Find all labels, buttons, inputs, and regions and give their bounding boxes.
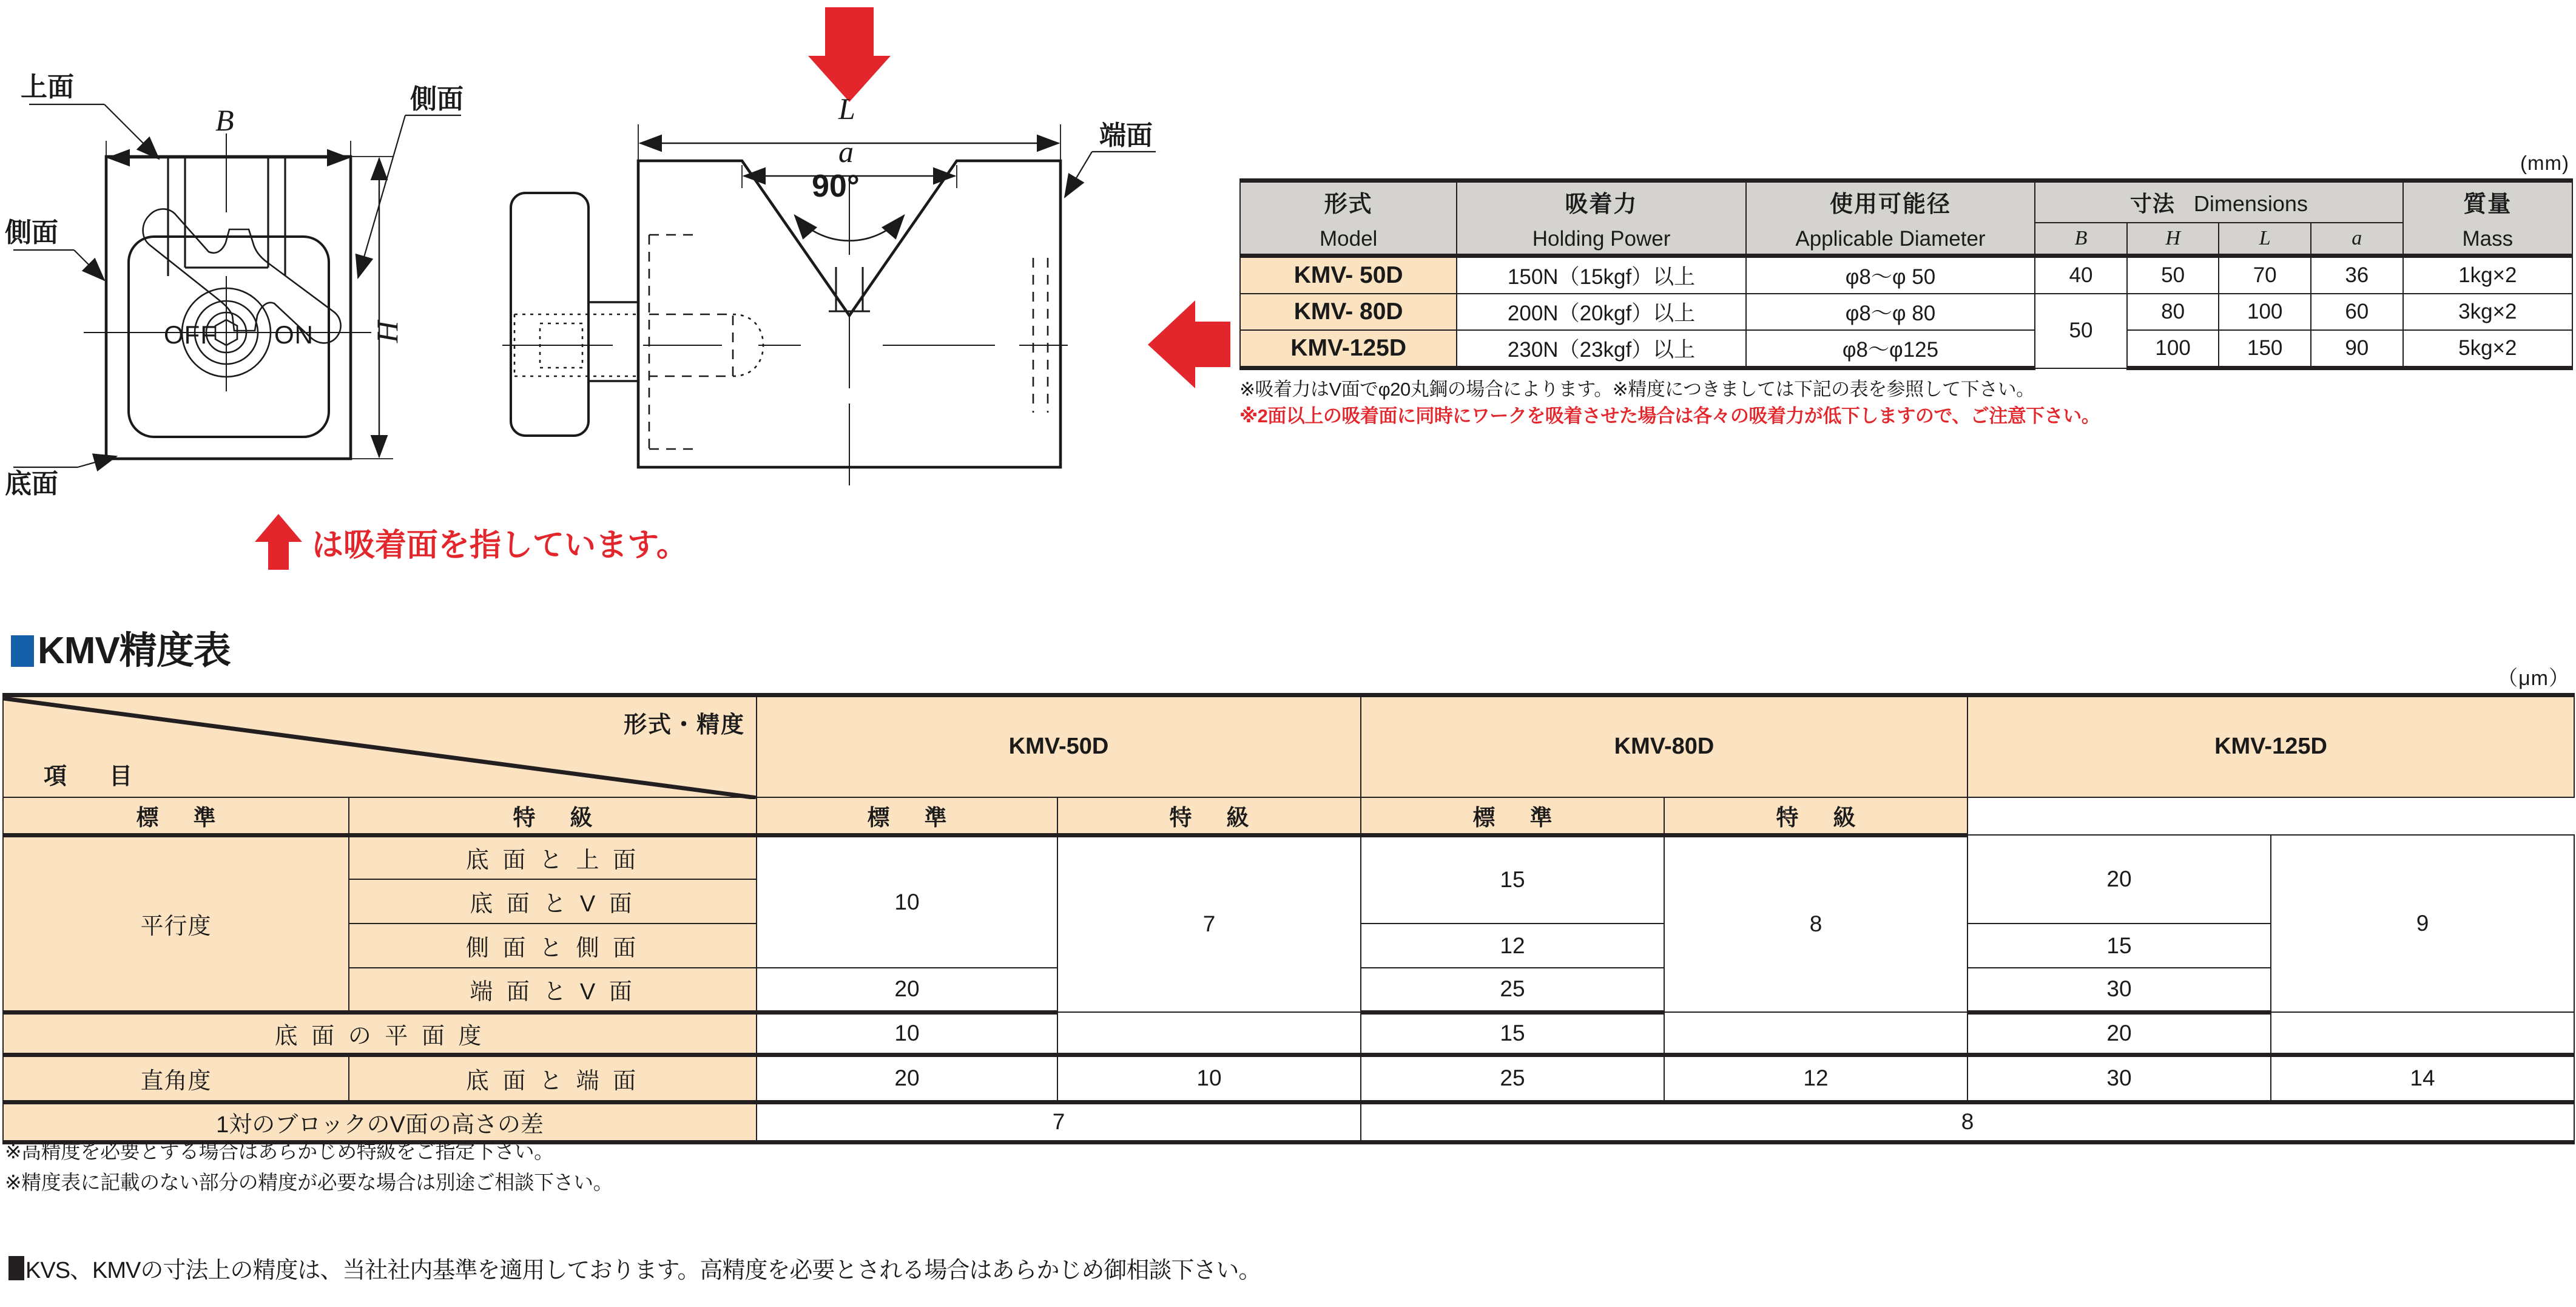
table-row xyxy=(3,835,2574,879)
value-kmv80-special: 12 xyxy=(1664,1055,1967,1102)
table-row xyxy=(1240,256,2572,294)
spec-cell-a: 36 xyxy=(2311,256,2403,294)
spec-note-1: ※吸着力はV面でφ20丸鋼の場合によります。※精度につきましては下記の表を参照して下さい。 xyxy=(1239,379,2035,400)
black-square-icon xyxy=(8,1256,24,1280)
spec-note-2: ※2面以上の吸着面に同時にワークを吸着させた場合は各々の吸着力が低下しますので、ご注意下さい。 xyxy=(1239,405,2100,427)
spec-cell-a: 60 xyxy=(2311,294,2403,330)
spec-cell-diameter: φ8〜φ 50 xyxy=(1746,256,2035,294)
grade-kmv125-standard: 標 準 xyxy=(1361,797,1664,836)
item-label-squareness: 底 面 と 端 面 xyxy=(349,1055,757,1102)
grade-kmv80-standard: 標 準 xyxy=(757,797,1057,836)
blue-square-icon xyxy=(11,635,34,667)
label-dim-l: L xyxy=(838,92,855,126)
label-dim-a: a xyxy=(838,135,854,169)
spec-cell-mass: 3kg×2 xyxy=(2403,294,2572,330)
spec-cell-mass: 5kg×2 xyxy=(2403,330,2572,368)
label-switch-off: OFF xyxy=(164,320,217,349)
value-kmv125-special: 9 xyxy=(2271,835,2574,1012)
value-kmv125-standard: 20 xyxy=(1967,1012,2271,1055)
value-kmv125-standard: 30 xyxy=(1967,968,2271,1012)
accuracy-model-kmv125: KMV-125D xyxy=(1967,695,2574,797)
spec-cell-model: KMV- 80D xyxy=(1240,294,1457,330)
accuracy-note-1: ※高精度を必要とする場合はあらかじめ特級をご指定下さい。 xyxy=(5,1140,554,1163)
value-kmv80-special xyxy=(1664,1012,1967,1055)
label-dim-h: H xyxy=(370,320,404,343)
value-kmv80-standard: 15 xyxy=(1361,835,1664,924)
value-pair-kmv80-125: 8 xyxy=(1361,1102,2574,1142)
accuracy-corner-cell xyxy=(3,695,757,797)
value-kmv50-special: 10 xyxy=(1057,1055,1361,1102)
item-label-flatness: 底 面 の 平 面 度 xyxy=(3,1012,757,1055)
label-top-face: 上面 xyxy=(21,72,74,102)
spec-cell-L: 70 xyxy=(2219,256,2311,294)
item-label: 端 面 と V 面 xyxy=(349,968,757,1012)
spec-th-holding-power: 吸着力 Holding Power xyxy=(1457,181,1745,256)
accuracy-grade-row xyxy=(3,797,2574,836)
spec-th-mass: 質量 Mass xyxy=(2403,181,2572,256)
accuracy-unit-label: （μm） xyxy=(2497,667,2570,690)
spec-cell-power: 230N（23kgf）以上 xyxy=(1457,330,1745,368)
item-label: 側 面 と 側 面 xyxy=(349,924,757,968)
accuracy-title-text: KMV精度表 xyxy=(38,630,231,672)
spec-cell-diameter: φ8〜φ125 xyxy=(1746,330,2035,368)
spec-cell-H: 80 xyxy=(2127,294,2219,330)
spec-cell-model: KMV-125D xyxy=(1240,330,1457,368)
spec-cell-model: KMV- 50D xyxy=(1240,256,1457,294)
suction-face-caption xyxy=(254,512,688,572)
spec-th-a: a xyxy=(2311,223,2403,256)
value-kmv80-standard: 25 xyxy=(1361,968,1664,1012)
spec-th-model: 形式 Model xyxy=(1240,181,1457,256)
value-kmv50-standard: 20 xyxy=(757,968,1057,1012)
label-dim-b: B xyxy=(215,103,234,137)
spec-cell-diameter: φ8〜φ 80 xyxy=(1746,294,2035,330)
spec-cell-H: 50 xyxy=(2127,256,2219,294)
spec-unit-label: (mm) xyxy=(2520,152,2569,174)
table-row xyxy=(3,1055,2574,1102)
accuracy-model-kmv50: KMV-50D xyxy=(757,695,1361,797)
group-label-parallelism: 平行度 xyxy=(3,835,349,1012)
table-row xyxy=(3,1012,2574,1055)
value-kmv50-standard: 20 xyxy=(757,1055,1057,1102)
bottom-note-text: KVS、KMVの寸法上の精度は、当社社内基準を適用しております。高精度を必要とされる場合はあらかじめ御相談下さい。 xyxy=(25,1258,1261,1283)
spec-cell-mass: 1kg×2 xyxy=(2403,256,2572,294)
caption-text: は吸着面を指しています。 xyxy=(312,527,688,563)
spec-cell-B: 40 xyxy=(2035,256,2127,294)
label-end-face: 端面 xyxy=(1099,121,1153,150)
technical-drawings xyxy=(0,0,1232,589)
spec-th-L: L xyxy=(2219,223,2311,256)
spec-th-diameter: 使用可能径 Applicable Diameter xyxy=(1746,181,2035,256)
value-kmv125-special xyxy=(2271,1012,2574,1055)
item-label: 底 面 と V 面 xyxy=(349,879,757,924)
value-pair-kmv50: 7 xyxy=(757,1102,1361,1142)
spec-notes xyxy=(1239,376,2573,430)
accuracy-model-kmv80: KMV-80D xyxy=(1361,695,1967,797)
value-kmv125-standard: 15 xyxy=(1967,924,2271,968)
corner-label-model-accuracy: 形式・精度 xyxy=(623,712,745,738)
label-angle: 90° xyxy=(812,169,860,204)
spec-cell-H: 100 xyxy=(2127,330,2219,368)
accuracy-table xyxy=(2,693,2575,1144)
accuracy-header-row xyxy=(3,695,2574,797)
value-kmv80-special: 8 xyxy=(1664,835,1967,1012)
accuracy-notes xyxy=(5,1136,613,1198)
value-kmv80-standard: 12 xyxy=(1361,924,1664,968)
spec-table-section xyxy=(1239,152,2573,430)
corner-label-item: 項 目 xyxy=(44,763,143,789)
grade-kmv80-special: 特 級 xyxy=(1057,797,1361,836)
spec-cell-power: 200N（20kgf）以上 xyxy=(1457,294,1745,330)
grade-kmv50-standard: 標 準 xyxy=(3,797,349,836)
item-label-pair-height: 1対のブロックのV面の高さの差 xyxy=(3,1102,757,1142)
spec-cell-power: 150N（15kgf）以上 xyxy=(1457,256,1745,294)
red-up-arrow-icon xyxy=(254,512,303,572)
value-kmv125-standard: 30 xyxy=(1967,1055,2271,1102)
accuracy-table-section xyxy=(2,693,2574,1144)
label-switch-on: ON xyxy=(274,320,314,349)
label-side-face-left: 側面 xyxy=(5,218,58,248)
bottom-note xyxy=(8,1251,1261,1285)
spec-table xyxy=(1239,178,2573,370)
grade-kmv125-special: 特 級 xyxy=(1664,797,1967,836)
value-kmv50-standard: 10 xyxy=(757,835,1057,968)
table-row xyxy=(1240,330,2572,368)
grade-kmv50-special: 特 級 xyxy=(349,797,757,836)
group-label-squareness: 直角度 xyxy=(3,1055,349,1102)
table-row xyxy=(1240,294,2572,330)
label-bottom-face: 底面 xyxy=(5,469,58,499)
suction-face-arrow xyxy=(808,7,1230,388)
spec-cell-L: 150 xyxy=(2219,330,2311,368)
item-label: 底 面 と 上 面 xyxy=(349,835,757,879)
value-kmv50-standard: 10 xyxy=(757,1012,1057,1055)
value-kmv125-standard: 20 xyxy=(1967,835,2271,924)
value-kmv50-special: 7 xyxy=(1057,835,1361,1012)
spec-cell-L: 100 xyxy=(2219,294,2311,330)
spec-cell-a: 90 xyxy=(2311,330,2403,368)
label-side-face-right: 側面 xyxy=(410,84,464,114)
value-kmv80-standard: 25 xyxy=(1361,1055,1664,1102)
spec-cell-B: 50 xyxy=(2035,294,2127,368)
accuracy-section-title xyxy=(11,632,231,670)
accuracy-note-2: ※精度表に記載のない部分の精度が必要な場合は別途ご相談下さい。 xyxy=(5,1171,613,1194)
spec-th-H: H xyxy=(2127,223,2219,256)
value-kmv50-special xyxy=(1057,1012,1361,1055)
value-kmv125-special: 14 xyxy=(2271,1055,2574,1102)
spec-th-B: B xyxy=(2035,223,2127,256)
spec-th-dimensions: 寸法 Dimensions xyxy=(2035,181,2402,223)
value-kmv80-standard: 15 xyxy=(1361,1012,1664,1055)
